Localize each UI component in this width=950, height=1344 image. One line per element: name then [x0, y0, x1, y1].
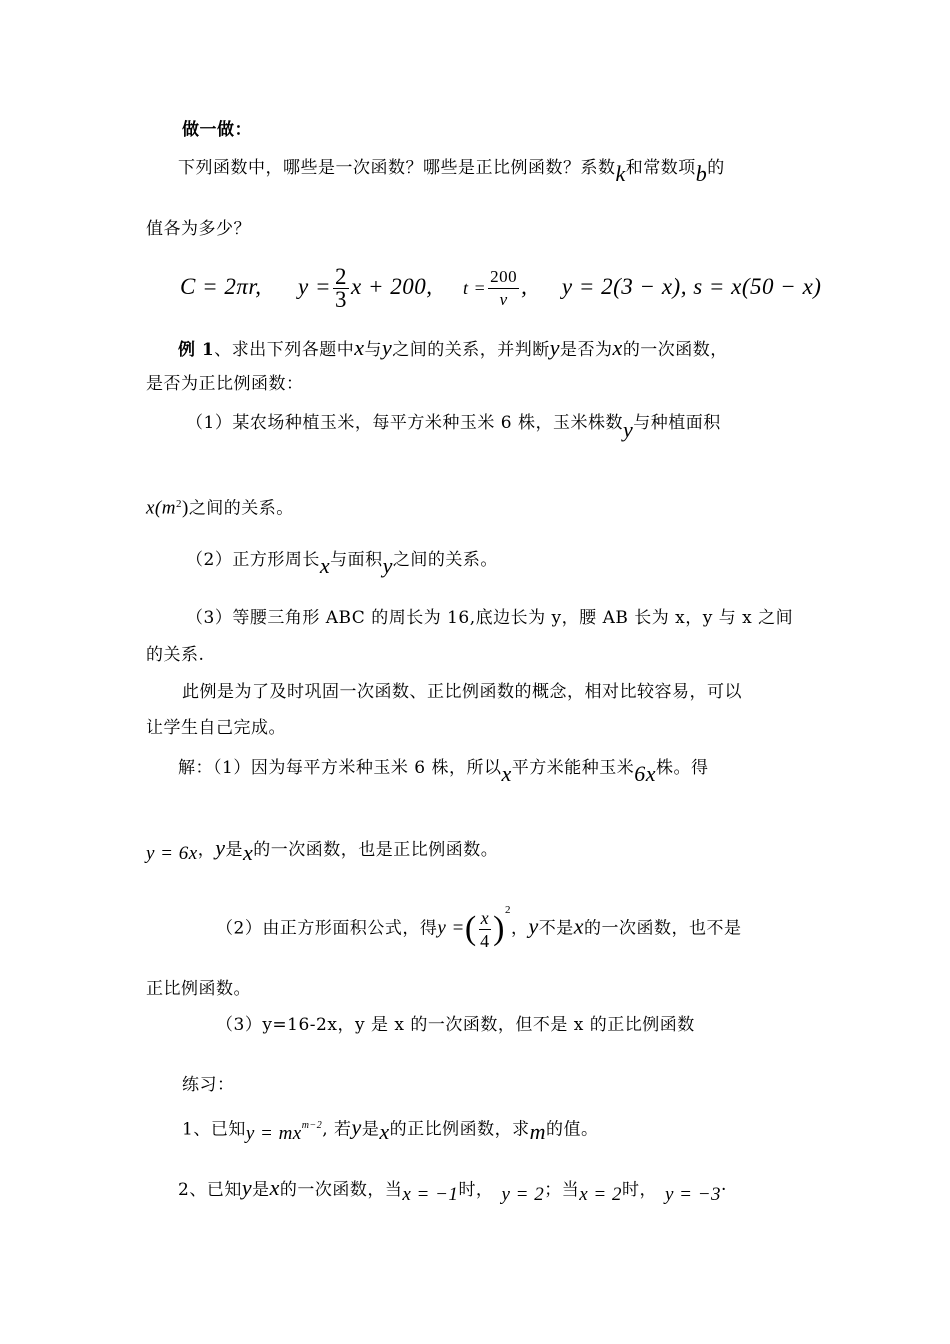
problem-3-line-2: 的关系. [146, 645, 205, 665]
section-heading: 做一做： [182, 120, 252, 140]
function-list: C = 2πr, y = $\frac{2}{3}$ x + 200, t = $\frac{200}{v}$ , y = 2(3 − x), s = x(50 − x) [180, 264, 822, 313]
problem-1-line-1: （1）某农场种植玉米，每平方米种玉米 6 株，玉米株数y与种植面积 [186, 413, 721, 442]
question-line-2: 值各为多少？ [146, 219, 251, 239]
solution-3: （3）y=16-2x，y 是 x 的一次函数，但不是 x 的正比例函数 [216, 1015, 695, 1035]
problem-2: （2）正方形周长x与面积y之间的关系。 [186, 550, 498, 578]
solution-1-line-1: 解：（1）因为每平方米种玉米 6 株，所以x平方米能种玉米6x株。得 [178, 758, 709, 786]
practice-title: 练习： [182, 1075, 235, 1095]
solution-2-line-2: 正比例函数。 [146, 979, 251, 999]
example-1-line-1: 例 1、求出下列各题中x与y之间的关系，并判断y是否为x的一次函数， [178, 335, 728, 360]
practice-question-1: 1、已知$y = mx^{m-2}$, 若y是x的正比例函数，求m的值。 [182, 1114, 599, 1144]
solution-2-line-1: （2）由正方形面积公式，得y =( $\frac{x}{4}$ )$^2$，y不是x的一次函数，也不是 [216, 904, 742, 951]
teaching-note-line-1: 此例是为了及时巩固一次函数、正比例函数的概念，相对比较容易，可以 [182, 682, 742, 702]
teaching-note-line-2: 让学生自己完成。 [146, 718, 286, 738]
problem-1-line-2: $x(m^2)$之间的关系。 [146, 497, 294, 519]
question-line-1: 下列函数中，哪些是一次函数？哪些是正比例函数？系数k和常数项b的 [178, 158, 725, 186]
practice-question-2: 2、已知y是x的一次函数，当x = −1时， y = 2；当x = 2时， y = −3· [178, 1175, 727, 1205]
solution-1-line-2: y = 6x，y是x的一次函数，也是正比例函数。 [146, 835, 499, 865]
example-1-line-2: 是否为正比例函数： [146, 374, 304, 394]
problem-3-line-1: （3）等腰三角形 ABC 的周长为 16,底边长为 y，腰 AB 长为 x，y 与 x 之间 [186, 608, 794, 628]
